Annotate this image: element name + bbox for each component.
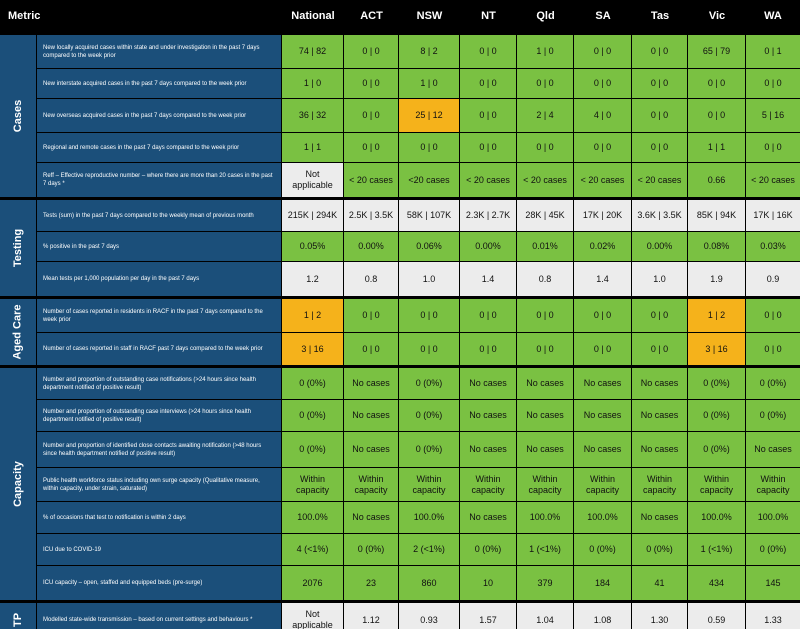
table-cell: 100.0% [399, 502, 460, 533]
metric-description: % positive in the past 7 days [36, 232, 282, 261]
table-row [36, 163, 800, 197]
table-cell: 0 | 0 [517, 133, 574, 162]
col-header-nsw: NSW [416, 10, 443, 22]
table-cell: 65 | 79 [688, 35, 746, 68]
table-row [36, 200, 800, 232]
table-cell: 4 | 0 [574, 99, 632, 132]
table-cell: 0.08% [688, 232, 746, 261]
table-cell: 0 (0%) [632, 534, 688, 565]
table-cell: 1.30 [632, 603, 688, 629]
table-cell: 184 [574, 566, 632, 600]
table-cell: 0 | 0 [460, 69, 517, 98]
table-cell: 2076 [282, 566, 344, 600]
table-cell: 100.0% [688, 502, 746, 533]
table-cell: 0 | 0 [746, 333, 800, 365]
table-cell: 0.02% [574, 232, 632, 261]
table-cell: Not applicable [282, 163, 344, 197]
metric-description: Number of cases reported in staff in RACF past 7 days compared to the week prior [36, 333, 282, 365]
group-testing [0, 197, 800, 296]
group-label [0, 299, 36, 365]
group-tp [0, 600, 800, 629]
table-cell: 0 (0%) [746, 534, 800, 565]
metric-description: Modelled state-wide transmission – based on current settings and behaviours * [36, 603, 282, 629]
table-cell: 0 | 0 [399, 333, 460, 365]
table-row [36, 262, 800, 296]
table-cell: < 20 cases [517, 163, 574, 197]
table-cell: 8 | 2 [399, 35, 460, 68]
table-cell: 17K | 16K [746, 200, 800, 231]
group-capacity [0, 365, 800, 600]
table-cell: Within capacity [517, 468, 574, 501]
group-rows [36, 299, 800, 365]
table-cell: 2 | 4 [517, 99, 574, 132]
table-cell: 2.3K | 2.7K [460, 200, 517, 231]
table-cell: 1 | 1 [282, 133, 344, 162]
table-cell: 17K | 20K [574, 200, 632, 231]
metric-description: Number and proportion of outstanding case interviews (>24 hours since health department notified of positive result) [36, 400, 282, 431]
table-cell: 0 | 0 [399, 299, 460, 332]
table-cell: 0 | 0 [632, 99, 688, 132]
metric-description: Number of cases reported in residents in RACF in the past 7 days compared to the week prior [36, 299, 282, 332]
table-cell: 0 (0%) [399, 400, 460, 431]
table-cell: No cases [632, 400, 688, 431]
table-cell: 2 (<1%) [399, 534, 460, 565]
table-cell: 0.05% [282, 232, 344, 261]
table-cell: 3 | 16 [688, 333, 746, 365]
table-cell: No cases [746, 432, 800, 467]
group-label-text: TP [12, 612, 24, 628]
metric-description: Public health workforce status including own surge capacity (Qualitative measure, within capacity, under strain, saturated) [36, 468, 282, 501]
table-cell: No cases [574, 432, 632, 467]
table-cell: No cases [517, 368, 574, 399]
table-cell: 0 | 0 [688, 99, 746, 132]
table-cell: 0 (0%) [460, 534, 517, 565]
table-cell: 2.5K | 3.5K [344, 200, 399, 231]
group-rows [36, 603, 800, 629]
table-cell: No cases [517, 432, 574, 467]
table-cell: No cases [632, 368, 688, 399]
table-cell: 0 | 0 [344, 35, 399, 68]
metric-header: Metric [8, 10, 41, 22]
table-cell: No cases [574, 368, 632, 399]
table-cell: 0 | 0 [632, 333, 688, 365]
group-label [0, 603, 36, 629]
table-row [36, 99, 800, 133]
table-cell: 0 | 0 [517, 333, 574, 365]
table-cell: 36 | 32 [282, 99, 344, 132]
table-cell: 0 (0%) [344, 534, 399, 565]
table-cell: 1.2 [282, 262, 344, 296]
group-rows [36, 368, 800, 600]
table-cell: 28K | 45K [517, 200, 574, 231]
table-cell: 1 (<1%) [688, 534, 746, 565]
col-header-vic: Vic [708, 10, 726, 22]
table-cell: <20 cases [399, 163, 460, 197]
table-cell: 0.8 [517, 262, 574, 296]
metric-description: Tests (sum) in the past 7 days compared to the weekly mean of previous month [36, 200, 282, 231]
table-cell: No cases [632, 432, 688, 467]
table-cell: 0 | 1 [746, 35, 800, 68]
table-cell: 0 | 0 [688, 69, 746, 98]
table-row [36, 232, 800, 262]
table-row [36, 566, 800, 600]
group-label [0, 35, 36, 197]
table-cell: 1.4 [574, 262, 632, 296]
table-row [36, 534, 800, 566]
table-cell: No cases [460, 502, 517, 533]
table-cell: 1.04 [517, 603, 574, 629]
table-cell: < 20 cases [460, 163, 517, 197]
table-cell: 1.08 [574, 603, 632, 629]
table-cell: 100.0% [574, 502, 632, 533]
table-cell: 0 | 0 [460, 333, 517, 365]
table-cell: 0 (0%) [399, 368, 460, 399]
table-cell: 0 | 0 [460, 99, 517, 132]
table-cell: 100.0% [517, 502, 574, 533]
table-cell: 1.57 [460, 603, 517, 629]
table-cell: 41 [632, 566, 688, 600]
table-cell: 0 (0%) [399, 432, 460, 467]
table-cell: 100.0% [282, 502, 344, 533]
metric-description: Regional and remote cases in the past 7 days compared to the week prior [36, 133, 282, 162]
table-cell: Not applicable [282, 603, 344, 629]
table-cell: 145 [746, 566, 800, 600]
table-cell: 0 | 0 [344, 133, 399, 162]
table-cell: 0 | 0 [632, 299, 688, 332]
table-row [36, 35, 800, 69]
table-cell: 0 (0%) [574, 534, 632, 565]
table-cell: Within capacity [746, 468, 800, 501]
table-cell: 3 | 16 [282, 333, 344, 365]
table-cell: 0.01% [517, 232, 574, 261]
group-aged-care [0, 296, 800, 365]
table-cell: No cases [344, 368, 399, 399]
table-cell: 1 | 2 [282, 299, 344, 332]
col-header-tas: Tas [650, 10, 670, 22]
table-cell: Within capacity [282, 468, 344, 501]
metric-description: ICU due to COVID-19 [36, 534, 282, 565]
group-rows [36, 200, 800, 296]
metric-description: Number and proportion of identified close contacts awaiting notification (>48 hours since health department notified of positive result) [36, 432, 282, 467]
table-cell: 0 | 0 [344, 69, 399, 98]
table-cell: 215K | 294K [282, 200, 344, 231]
table-cell: 1.0 [632, 262, 688, 296]
col-header-sa: SA [595, 10, 611, 22]
table-cell: 0 | 0 [632, 35, 688, 68]
table-cell: 85K | 94K [688, 200, 746, 231]
table-cell: No cases [344, 400, 399, 431]
table-cell: 1 | 2 [688, 299, 746, 332]
table-cell: 0.00% [344, 232, 399, 261]
table-cell: 23 [344, 566, 399, 600]
metric-description: ICU capacity – open, staffed and equipped beds (pre-surge) [36, 566, 282, 600]
table-row [36, 299, 800, 333]
table-cell: 1 | 0 [282, 69, 344, 98]
group-label [0, 368, 36, 600]
table-cell: 1.4 [460, 262, 517, 296]
col-header-act: ACT [360, 10, 383, 22]
table-cell: 5 | 16 [746, 99, 800, 132]
table-cell: 1.12 [344, 603, 399, 629]
table-body [0, 32, 800, 629]
col-header-wa: WA [764, 10, 782, 22]
table-cell: Within capacity [344, 468, 399, 501]
table-cell: 0 | 0 [344, 299, 399, 332]
table-cell: No cases [344, 502, 399, 533]
table-cell: Within capacity [574, 468, 632, 501]
metric-description: New locally acquired cases within state and under investigation in the past 7 days compared to the week prior [36, 35, 282, 68]
metric-description: New interstate acquired cases in the past 7 days compared to the week prior [36, 69, 282, 98]
table-row [36, 502, 800, 534]
col-header-national: National [291, 10, 335, 22]
table-row [36, 368, 800, 400]
metric-description: Number and proportion of outstanding case notifications (>24 hours since health department notified of positive result) [36, 368, 282, 399]
table-cell: 0 | 0 [746, 299, 800, 332]
table-cell: 0.03% [746, 232, 800, 261]
table-cell: 0 (0%) [746, 400, 800, 431]
group-label-text: Cases [11, 99, 24, 133]
table-cell: < 20 cases [574, 163, 632, 197]
group-rows [36, 35, 800, 197]
table-cell: No cases [517, 400, 574, 431]
col-header-nt: NT [481, 10, 496, 22]
table-cell: 0.9 [746, 262, 800, 296]
table-cell: 0.66 [688, 163, 746, 197]
table-cell: 0 | 0 [517, 299, 574, 332]
group-label-text: Capacity [12, 461, 25, 507]
table-cell: 0 (0%) [282, 432, 344, 467]
table-cell: 4 (<1%) [282, 534, 344, 565]
table-cell: 0 (0%) [688, 368, 746, 399]
table-cell: 58K | 107K [399, 200, 460, 231]
table-cell: 0 (0%) [282, 400, 344, 431]
table-cell: 0 (0%) [282, 368, 344, 399]
group-cases [0, 32, 800, 197]
table-cell: 25 | 12 [399, 99, 460, 132]
col-header-qld: Qld [536, 10, 555, 22]
table-row [36, 333, 800, 365]
table-cell: 0 | 0 [632, 69, 688, 98]
table-cell: 1 | 0 [399, 69, 460, 98]
table-cell: Within capacity [460, 468, 517, 501]
table-cell: 74 | 82 [282, 35, 344, 68]
table-cell: 0 (0%) [688, 432, 746, 467]
table-cell: 0.00% [632, 232, 688, 261]
table-cell: 0 | 0 [460, 35, 517, 68]
table-cell: 1 | 0 [517, 35, 574, 68]
table-cell: Within capacity [632, 468, 688, 501]
table-cell: Within capacity [399, 468, 460, 501]
table-cell: 0 | 0 [574, 69, 632, 98]
table-cell: 0 | 0 [746, 133, 800, 162]
table-cell: Within capacity [688, 468, 746, 501]
table-cell: 0 (0%) [688, 400, 746, 431]
table-cell: < 20 cases [746, 163, 800, 197]
table-cell: 1 (<1%) [517, 534, 574, 565]
table-cell: 0 | 0 [574, 333, 632, 365]
table-cell: 0 | 0 [574, 133, 632, 162]
metric-description: New overseas acquired cases in the past 7 days compared to the week prior [36, 99, 282, 132]
table-row [36, 400, 800, 432]
table-cell: 3.6K | 3.5K [632, 200, 688, 231]
table-cell: No cases [460, 400, 517, 431]
metric-description: Reff – Effective reproductive number – where there are more than 20 cases in the past 7 days * [36, 163, 282, 197]
table-cell: 0 | 0 [344, 333, 399, 365]
group-label [0, 200, 36, 296]
table-row [36, 432, 800, 468]
table-cell: 0.06% [399, 232, 460, 261]
metric-description: Mean tests per 1,000 population per day in the past 7 days [36, 262, 282, 296]
group-label-text: Testing [12, 228, 25, 268]
table-row [36, 133, 800, 163]
table-cell: 860 [399, 566, 460, 600]
table-cell: 0 | 0 [460, 133, 517, 162]
table-cell: No cases [344, 432, 399, 467]
metric-description: % of occasions that test to notification is within 2 days [36, 502, 282, 533]
table-cell: 100.0% [746, 502, 800, 533]
table-cell: No cases [460, 368, 517, 399]
table-cell: 0 | 0 [574, 35, 632, 68]
table-cell: 0 (0%) [746, 368, 800, 399]
table-cell: 10 [460, 566, 517, 600]
group-label-text: Aged Care [12, 304, 24, 360]
table-cell: 0.8 [344, 262, 399, 296]
table-header [0, 0, 800, 32]
table-cell: 0 | 0 [517, 69, 574, 98]
table-cell: 379 [517, 566, 574, 600]
table-cell: 0 | 0 [632, 133, 688, 162]
table-cell: 0.93 [399, 603, 460, 629]
table-row [36, 603, 800, 629]
table-cell: 0 | 0 [574, 299, 632, 332]
table-cell: 1.0 [399, 262, 460, 296]
table-cell: 434 [688, 566, 746, 600]
table-cell: No cases [574, 400, 632, 431]
table-cell: 0 | 0 [399, 133, 460, 162]
table-cell: < 20 cases [632, 163, 688, 197]
table-row [36, 69, 800, 99]
table-cell: 0.59 [688, 603, 746, 629]
table-cell: 1.33 [746, 603, 800, 629]
table-cell: < 20 cases [344, 163, 399, 197]
table-cell: 0 | 0 [460, 299, 517, 332]
table-cell: 0.00% [460, 232, 517, 261]
table-cell: 0 | 0 [344, 99, 399, 132]
table-cell: 1 | 1 [688, 133, 746, 162]
table-cell: 1.9 [688, 262, 746, 296]
table-row [36, 468, 800, 502]
table-cell: No cases [460, 432, 517, 467]
table-cell: 0 | 0 [746, 69, 800, 98]
table-cell: No cases [632, 502, 688, 533]
